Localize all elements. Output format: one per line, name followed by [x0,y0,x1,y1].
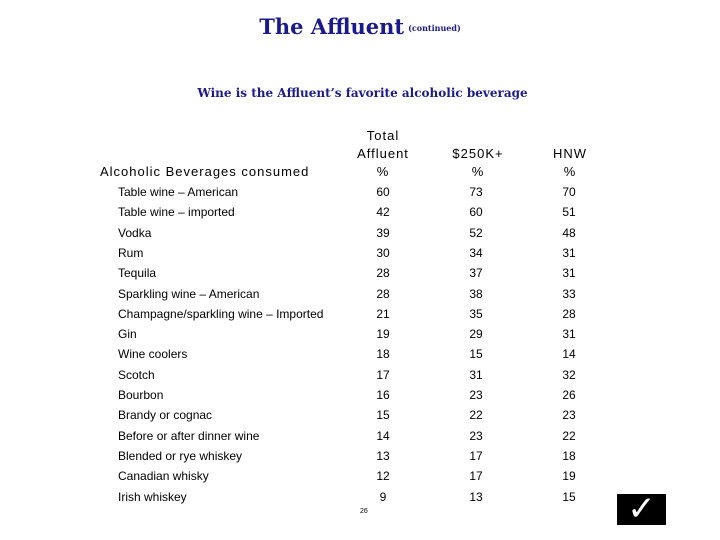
table-cell: 15 [376,408,390,422]
checkmark-icon: ✓ [627,489,656,529]
table-cell: 14 [562,347,576,361]
table-cell: 29 [469,327,483,341]
table-cell: 39 [376,226,390,240]
table-cell: 48 [562,226,576,240]
table-cell: 28 [376,287,390,301]
row-label: Blended or rye whiskey [118,449,243,463]
row-label: Wine coolers [118,347,188,361]
table-cell: 34 [469,246,483,260]
col-unit-total: % [376,164,390,179]
col-header-hnw: HNW [552,146,588,161]
row-label: Sparkling wine – American [118,287,260,301]
table-cell: 17 [469,469,483,483]
row-label: Canadian whisky [118,469,209,483]
page-number: 26 [360,508,368,515]
table-cell: 30 [376,246,390,260]
table-cell: 12 [376,469,390,483]
table-cell: 22 [469,408,483,422]
table-cell: 15 [562,490,576,504]
table-cell: 42 [376,205,390,219]
table-cell: 73 [469,185,483,199]
row-label: Table wine – American [118,185,239,199]
table-cell: 19 [376,327,390,341]
table-cell: 60 [376,185,390,199]
table-cell: 13 [469,490,483,504]
page-title [0,14,720,39]
table-cell: 21 [376,307,390,321]
table-cell: 19 [562,469,576,483]
row-label: Scotch [118,368,155,382]
col-header-total-line2: Affluent [357,146,409,161]
table-cell: 15 [469,347,483,361]
row-label: Table wine – imported [118,205,235,219]
table-cell: 28 [562,307,576,321]
table-cell: 70 [562,185,576,199]
table-cell: 17 [376,368,390,382]
title-text: The Affluent [259,14,405,39]
table-cell: 9 [379,490,387,504]
table-cell: 14 [376,429,390,443]
page-subtitle: Wine is the Affluent’s favorite alcoholic beverage [197,86,528,100]
table-cell: 26 [562,388,576,402]
row-label: Vodka [118,226,152,240]
table-cell: 31 [469,368,483,382]
table-cell: 13 [376,449,390,463]
row-label: Before or after dinner wine [118,429,260,443]
title-note: (continued) [408,23,461,33]
table-cell: 33 [562,287,576,301]
table-cell: 18 [376,347,390,361]
table-cell: 35 [469,307,483,321]
table-cell: 16 [376,388,390,402]
table-cell: 28 [376,266,390,280]
row-label: Champagne/sparkling wine – Imported [118,307,324,321]
col-unit-250k: % [471,164,485,179]
row-label: Bourbon [118,388,164,402]
row-label: Rum [118,246,144,260]
table-cell: 51 [562,205,576,219]
table-cell: 52 [469,226,483,240]
col-header-total-line1: Total [366,128,400,143]
table-cell: 23 [562,408,576,422]
checkmark-button[interactable] [617,489,666,529]
table-cell: 23 [469,388,483,402]
row-label: Brandy or cognac [118,408,213,422]
table-cell: 17 [469,449,483,463]
table-cell: 31 [562,327,576,341]
table-cell: 23 [469,429,483,443]
table-cell: 31 [562,246,576,260]
table-cell: 22 [562,429,576,443]
row-label: Irish whiskey [118,490,187,504]
table-cell: 60 [469,205,483,219]
row-label: Gin [118,327,137,341]
table-cell: 37 [469,266,483,280]
row-label: Tequila [118,266,157,280]
col-unit-hnw: % [563,164,577,179]
table-cell: 38 [469,287,483,301]
table-cell: 31 [562,266,576,280]
table-cell: 18 [562,449,576,463]
table-cell: 32 [562,368,576,382]
row-header: Alcoholic Beverages consumed [100,164,310,179]
col-header-250k: $250K+ [452,146,504,161]
